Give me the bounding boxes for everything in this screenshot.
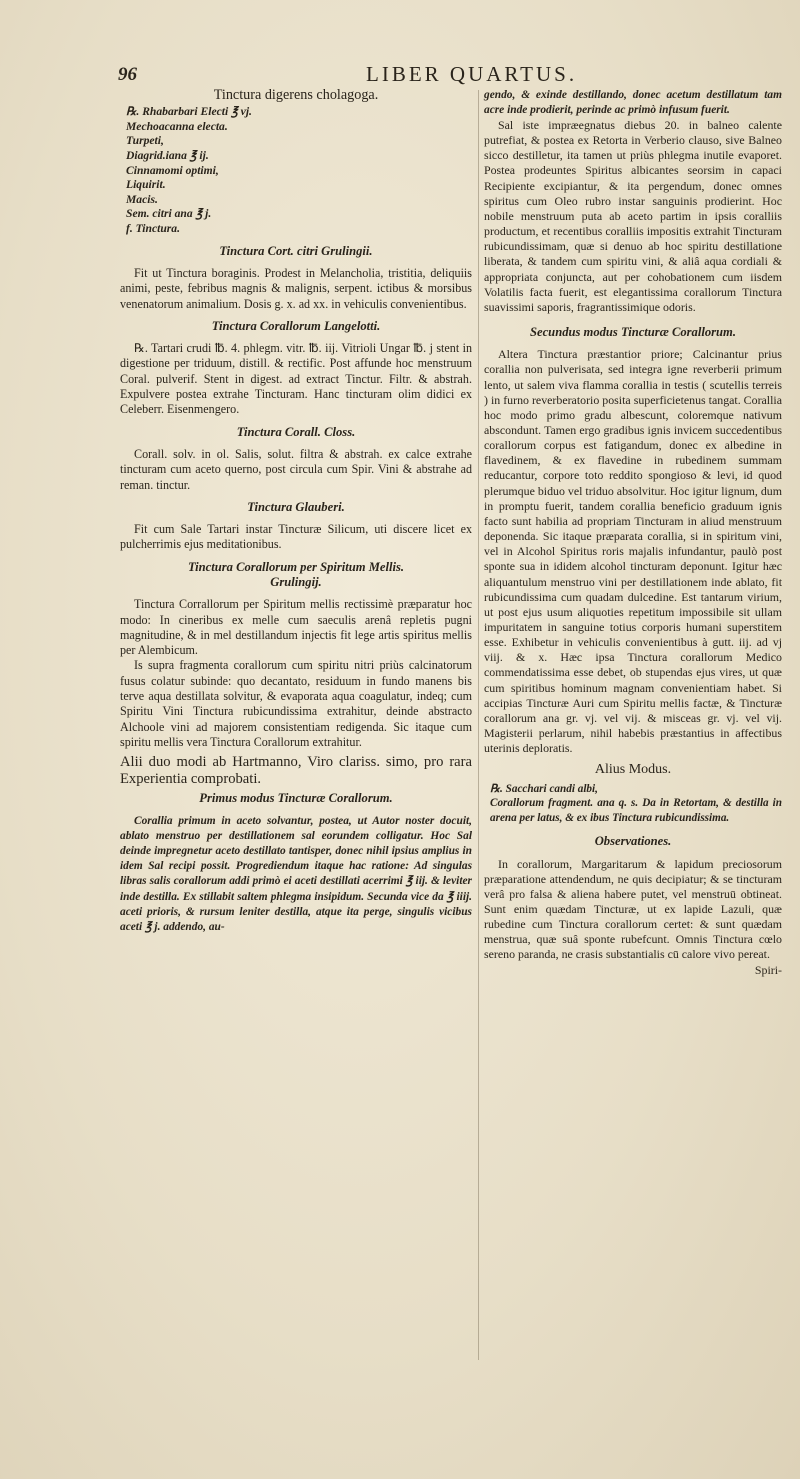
- left-column: [120, 88, 472, 935]
- paragraph: Fit ut Tinctura boraginis. Prodest in Melancholia, tristitia, deliquiis animi, peste, febribus magnis & malignis, serpent. ictibus & morsibus venenatorum animalium. Dosis g. x. ad xx. in vehiculis convenientibus.: [120, 265, 472, 311]
- paragraph: Corallia primum in aceto solvantur, postea, ut Autor noster docuit, ablato menstruo per destillationem sal eorundem colligatur. Hoc Sal deinde impregnetur aceto destillato tantisper, donec nihil ipsius amplius in idem Sal recipi possit. Progrediendum itaque hac ratione: Ad singulas libras salis corallorum addi primò ei aceti destillati acerrimi ℥ iij. & leviter inde destilla. Ex stillabit saltem phlegma insipidum. Secunda vice da ℥ iiij. aceti prioris, & rursum leniter destilla, atque ita perge, singulis vicibus aceti ℥ j. addendo, au-: [120, 814, 472, 933]
- recipe-line: f. Tinctura.: [126, 222, 181, 236]
- subheading: Tinctura Corallorum per Spiritum Mellis.: [187, 559, 405, 574]
- subheading: Grulingij.: [270, 574, 322, 589]
- running-head: LIBER QUARTUS.: [366, 62, 578, 86]
- recipe-line: Corallorum fragment. ana q. s. Da in Retortam, & destilla in arena per latus, & ex ibus Tinctura rubicundissima.: [490, 797, 782, 824]
- paragraph: In corallorum, Margaritarum & lapidum preciosorum præparatione attendendum, ne quis decipiatur; & se tincturam verâ pro falsa & aliena habere putet, vel menstruū obtineat. Sunt enim quædam Tincturæ, ut ex lapide Lazuli, quæ rubedine cum Tinctura corallorum certet: & sunt quædam menstrua, quæ suâ sponte rubefcunt. Omnis Tinctura cœlo sereno paranda, ne crasis substantialis cū calore vivo pereat.: [484, 856, 782, 962]
- subheading: Alius Modus.: [594, 762, 672, 778]
- section-heading: Alii duo modi ab Hartmanno, Viro clariss. simo, pro rara Experientia comprobati.: [120, 754, 472, 788]
- column-divider: [478, 90, 479, 1360]
- recipe-line: Turpeti,: [126, 134, 164, 148]
- right-column: [484, 88, 782, 978]
- section-title: Tinctura digerens cholagoga.: [213, 87, 379, 103]
- paragraph: Fit cum Sale Tartari instar Tincturæ Silicum, uti discere licet ex pulcherrimis ejus meditationibus.: [120, 522, 472, 552]
- recipe-line: Sem. citri ana ℥ j.: [126, 207, 212, 221]
- recipe-line: ℞. Sacchari candi albi,: [490, 782, 598, 795]
- subheading: Observationes.: [594, 834, 672, 849]
- recipe-line: Mechoacanna electa.: [126, 119, 228, 133]
- paragraph: ℞. Tartari crudi ℔. 4. phlegm. vitr. ℔. iij. Vitrioli Ungar ℔. j stent in digestione per triduum, distill. & rectific. Post affunde hoc menstruum Coral. pulverif. Stent in digest. ad extract Tinctur. Filtr. & abstrah. Expulvere postea extrahe Tincturam. Hanc tincturam olim didici ex Celeberr. Eisenmengero.: [120, 341, 472, 417]
- paragraph: Tinctura Corrallorum per Spiritum mellis rectissimè præparatur hoc modo: In cineribus ex melle cum saeculis arenâ repletis pugni magnitudine, & in mel destillandum injectis fit lege artis spiritus mellis per Alembicum.: [120, 597, 472, 658]
- recipe-list: [490, 782, 782, 826]
- subheading: Tinctura Glauberi.: [247, 499, 345, 514]
- paragraph: gendo, & exinde destillando, donec acetum destillatum tam acre inde prodierit, perinde ac primò infusum fuerit.: [484, 89, 782, 116]
- subheading: Tinctura Corallorum Langelotti.: [211, 318, 381, 333]
- subheading: Tinctura Corall. Closs.: [236, 424, 356, 439]
- paragraph: Is supra fragmenta corallorum cum spiritu nitri priùs calcinatorum fusus colatur subinde: quo decantato, residuum in fundo manens bis terve aqua destillata solvitur, & evaporata aqua coagulatur, indeq; cum Spiritu Vini Tinctura rubicundissima extrahitur, deinde abstracto Alchoole vini ad majorem consistentiam redigenda. Sic itaque cum spiritu mellis vera Tinctura Corallorum extrahitur.: [120, 658, 472, 749]
- paragraph: Corall. solv. in ol. Salis, solut. filtra & abstrah. ex calce extrahe tincturam cum aceto querno, post circula cum Spir. Vini & abstrahe ad reman. tinctur.: [120, 446, 472, 492]
- recipe-line: Diagrid.iana ℥ ij.: [126, 149, 209, 163]
- recipe-list: [126, 105, 472, 236]
- subheading: Primus modus Tincturæ Corallorum.: [199, 791, 393, 806]
- paragraph: Sal iste impræegnatus diebus 20. in balneo calente putrefiat, & postea ex Retorta in Verberio clauso, sive Balneo sicco destilletur, ita tamen ut priùs phlegma inutile evaporet. Postea prodeuntes Spiritus albicantes seorsim in capaci Recipiente excipiantur, & ita pergendum, donec omnes spiritus cum Oleo rubro instar sanguinis prodierint. Hoc nobile menstruum puta ab aceto partim in ipsis coralliis productum, et recentibus coralliis impositis extrahit Tincturam rubicundissimam, quæ si denuo ab hoc spiritu destillatione liberata, & tandem cum spiritu vini, & aliâ aqua cordiali & appropriata conjuncta, aut per cohobationem cum iisdem Volatilis facta fuerit, est elegantissima corallorum Tinctura suavissimi saporis, fragrantissimique odoris.: [484, 118, 782, 314]
- recipe-line: Macis.: [126, 192, 158, 206]
- subheading: Tinctura Cort. citri Grulingii.: [219, 243, 373, 258]
- page-header: [118, 62, 778, 88]
- paragraph: Altera Tinctura præstantior priore; Calcinantur prius corallia non pulverisata, sed integra igne reverberii primum lento, ut salem viva flamma corallia in testis ( scutellis terreis ) in furno reverberatorio posita superficietenus tangat. Corallia hoc modo primo gradu albescunt, coloremque nativum abscondunt. Tamen ergo gradibus ignis invicem succedentibus corallorum corpus est fatigandum, donec ex albedine in flavedinem, & ex flavedine in rubedinem summam reducantur, corpore toto reddito spongioso & levi, id quod plerumque biduo vel triduo absolvitur. Hoc igitur lignum, dum in promptu fuerit, tandem corallia beneficio graduum ignis facto sunt habilia ad propriam Tincturam in aliud menstruum deponenda. Sic itaque præparata corallia, si in spiritum vini, vel in Alcohol Spiritus roris majalis infundantur, paulò post sponte sua in ididem alcohol tincturam deponunt. Igitur hæc aliquantulum menstruo vini per destillationem inde ablato, fit rubicundissima cum quadam dulcedine. Est tantarum virium, ut post ejus usum aliquoties repetitum impossibile sit ullam impuritatem in sanguine totius corporis humani superstitem esse. Exhibetur in vehiculis convenientibus à gutt. iij. ad vj viij. & x. Hæc ipsa Tinctura corallorum Medico commendatissima esse debet, ob stupendas ejus vires, ut quæ cum spiritibus hominum magnam convenientiam habet. Si accipias Tincturæ Auri cum Spiritu mellis factæ, & Tincturæ corallorum ana gr. vj. vel vij. & misceas gr. vj. vel vij. Magisterii perlarum, nihil habebis præstantius in affectibus uterinis deploratis.: [484, 347, 782, 756]
- subheading: Secundus modus Tincturæ Corallorum.: [530, 325, 736, 340]
- recipe-line: Cinnamomi optimi,: [126, 163, 219, 177]
- recipe-line: Liquirit.: [126, 178, 166, 192]
- page-number: 96: [118, 64, 137, 85]
- recipe-line: ℞. Rhabarbari Electi ℥ vj.: [126, 105, 252, 119]
- catchword: Spiri-: [754, 962, 782, 977]
